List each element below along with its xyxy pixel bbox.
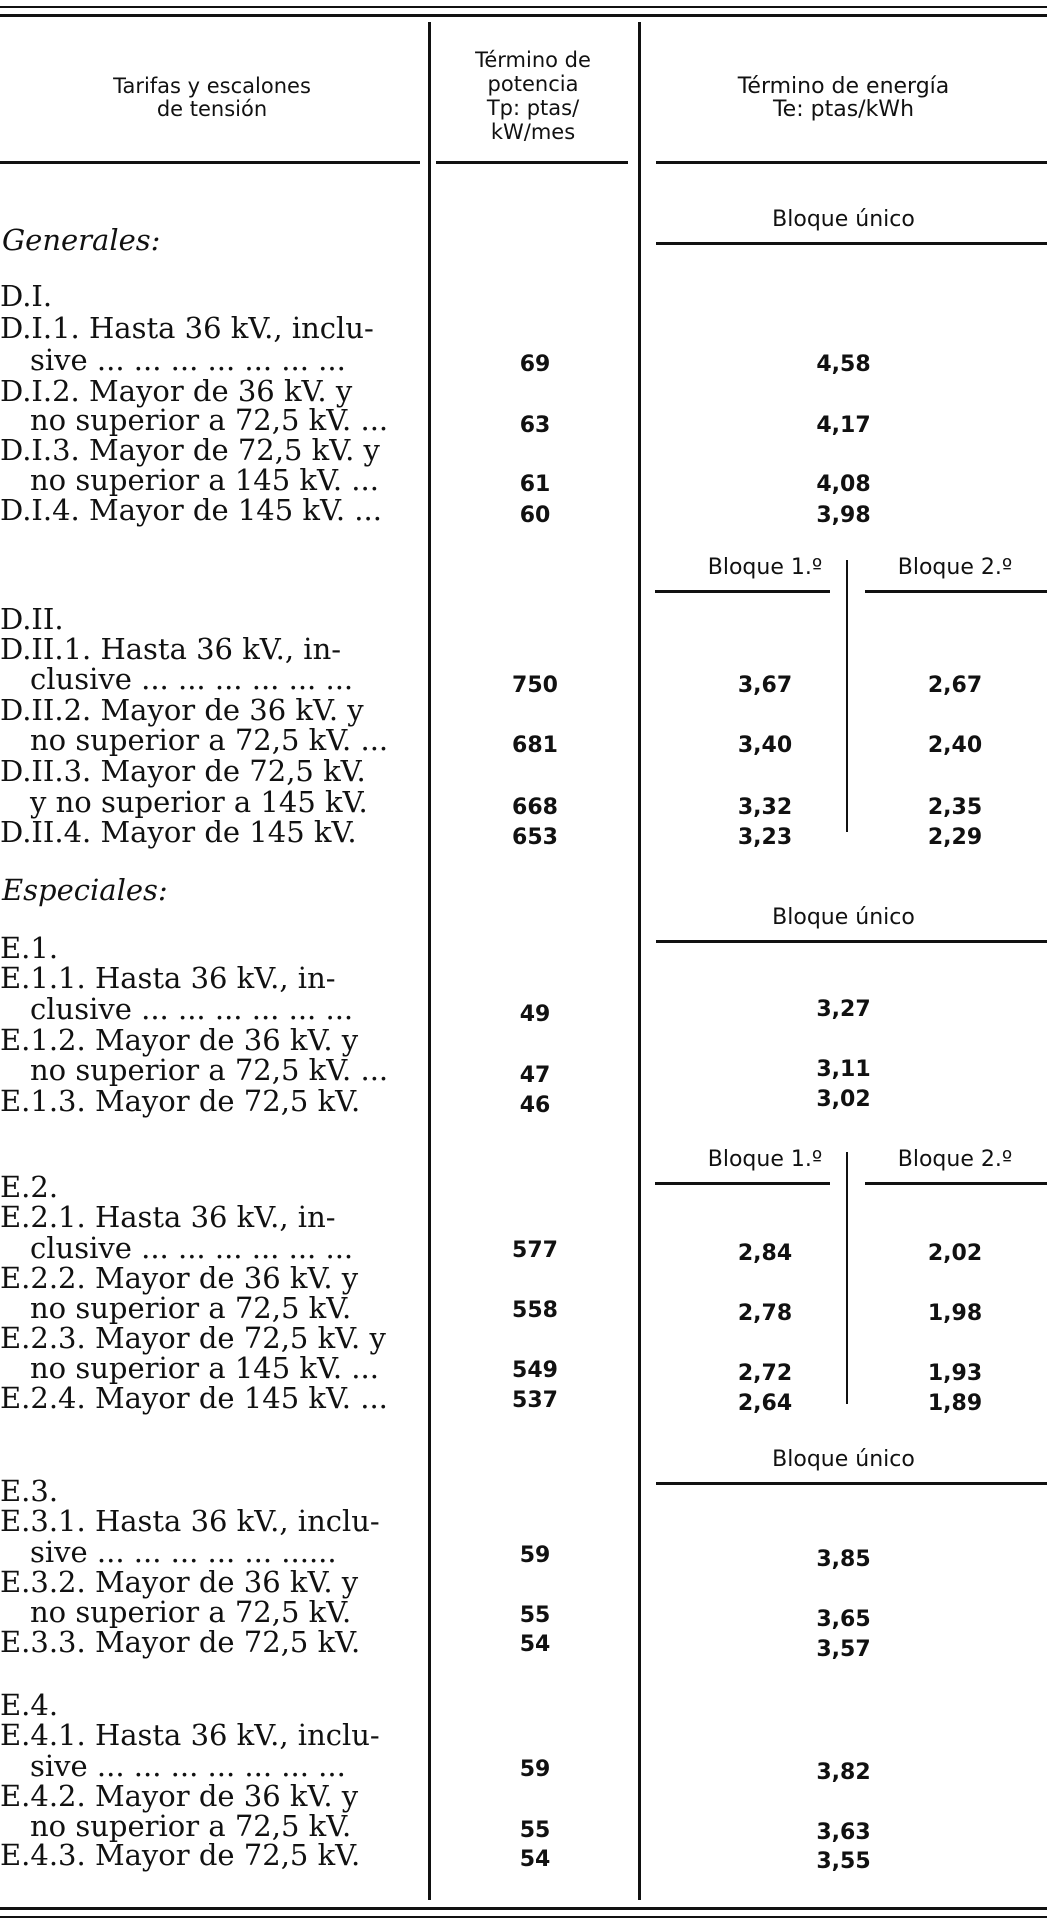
column-divider-1	[428, 22, 431, 1900]
tp-value: 46	[519, 1093, 551, 1118]
te-block1-value: 2,72	[737, 1361, 793, 1386]
row-label: no superior a 72,5 kV.	[30, 1595, 352, 1629]
row-label: E.1.2. Mayor de 36 kV. y	[0, 1023, 359, 1057]
te-value: 3,85	[816, 1547, 871, 1572]
row-label: E.2.1. Hasta 36 kV., in-	[0, 1200, 336, 1234]
row-label: sive ... ... ... ... ... ... ...	[30, 343, 346, 377]
te-block2-value: 2,02	[927, 1241, 983, 1266]
section-especiales: Especiales:	[2, 873, 168, 907]
block-unico-label: Bloque único	[772, 905, 915, 930]
row-label: E.4.	[0, 1688, 59, 1722]
block-2-rule	[865, 590, 1047, 593]
block-1-label: Bloque 1.º	[707, 1147, 823, 1172]
row-label: no superior a 72,5 kV.	[30, 1809, 352, 1843]
tp-value: 668	[512, 795, 558, 820]
te-value: 3,82	[816, 1760, 871, 1785]
top-rule-1	[0, 6, 1047, 8]
row-label: D.II.2. Mayor de 36 kV. y	[0, 693, 364, 727]
row-label: E.2.	[0, 1170, 59, 1204]
row-label: E.4.1. Hasta 36 kV., inclu-	[0, 1718, 380, 1752]
te-block1-value: 3,32	[737, 795, 793, 820]
row-label: D.I.1. Hasta 36 kV., inclu-	[0, 311, 374, 345]
row-label: y no superior a 145 kV.	[30, 785, 368, 819]
row-label: D.II.	[0, 602, 64, 636]
row-label: E.1.	[0, 931, 59, 965]
te-value: 3,11	[816, 1057, 871, 1082]
tp-value: 49	[519, 1002, 551, 1027]
tp-value: 59	[519, 1543, 551, 1568]
row-label: E.2.4. Mayor de 145 kV. ...	[0, 1381, 388, 1415]
row-label: D.I.	[0, 279, 53, 313]
row-label: D.II.1. Hasta 36 kV., in-	[0, 632, 342, 666]
row-label: E.3.	[0, 1474, 59, 1508]
tp-value: 59	[519, 1757, 551, 1782]
row-label: E.1.1. Hasta 36 kV., in-	[0, 961, 336, 995]
tp-value: 55	[519, 1603, 551, 1628]
row-label: sive ... ... ... ... ... ......	[30, 1535, 337, 1569]
header-termino-potencia: Término de potencia Tp: ptas/ kW/mes	[475, 48, 591, 144]
row-label: E.1.3. Mayor de 72,5 kV.	[0, 1084, 361, 1118]
row-label: no superior a 72,5 kV.	[30, 1291, 352, 1325]
te-block2-value: 1,93	[927, 1361, 983, 1386]
row-label: E.4.2. Mayor de 36 kV. y	[0, 1779, 359, 1813]
te-block1-value: 3,40	[737, 733, 793, 758]
block-1-label: Bloque 1.º	[707, 555, 823, 580]
te-block2-value: 1,98	[927, 1301, 983, 1326]
section-generales: Generales:	[2, 223, 161, 257]
te-block2-value: 1,89	[927, 1391, 983, 1416]
te-block2-value: 2,40	[927, 733, 983, 758]
row-label: E.3.2. Mayor de 36 kV. y	[0, 1565, 359, 1599]
tp-value: 577	[512, 1238, 558, 1263]
row-label: sive ... ... ... ... ... ... ...	[30, 1749, 346, 1783]
row-label: D.II.3. Mayor de 72,5 kV.	[0, 754, 366, 788]
te-value: 3,55	[816, 1849, 871, 1874]
block-unico-rule	[656, 940, 1047, 943]
te-value: 4,08	[816, 472, 871, 497]
tp-value: 61	[519, 472, 551, 497]
block-1-rule	[655, 590, 830, 593]
tp-value: 54	[519, 1632, 551, 1657]
row-label: E.4.3. Mayor de 72,5 kV.	[0, 1838, 361, 1872]
te-value: 4,58	[816, 352, 871, 377]
row-label: no superior a 145 kV. ...	[30, 1351, 379, 1385]
row-label: no superior a 145 kV. ...	[30, 463, 379, 497]
te-block2-value: 2,35	[927, 795, 983, 820]
bottom-rule-1	[0, 1907, 1047, 1910]
te-value: 4,17	[816, 413, 871, 438]
bottom-rule-2	[0, 1916, 1047, 1918]
te-value: 3,57	[816, 1637, 871, 1662]
row-label: D.I.2. Mayor de 36 kV. y	[0, 374, 353, 408]
tp-value: 537	[512, 1388, 558, 1413]
tp-value: 558	[512, 1298, 558, 1323]
te-block2-value: 2,29	[927, 825, 983, 850]
row-label: E.2.3. Mayor de 72,5 kV. y	[0, 1321, 386, 1355]
tp-value: 750	[512, 673, 558, 698]
header-rule-left	[0, 161, 420, 164]
tp-value: 54	[519, 1847, 551, 1872]
row-label: clusive ... ... ... ... ... ...	[30, 662, 354, 696]
tp-value: 55	[519, 1818, 551, 1843]
row-label: no superior a 72,5 kV. ...	[30, 1053, 389, 1087]
row-label: clusive ... ... ... ... ... ...	[30, 992, 354, 1026]
te-block1-value: 2,78	[737, 1301, 793, 1326]
row-label: D.I.4. Mayor de 145 kV. ...	[0, 493, 382, 527]
te-block1-value: 2,64	[737, 1391, 793, 1416]
block-2-label: Bloque 2.º	[897, 555, 1013, 580]
te-value: 3,02	[816, 1087, 871, 1112]
block-1-rule	[655, 1182, 830, 1185]
header-rule-mid	[436, 161, 628, 164]
block-unico-label: Bloque único	[772, 1447, 915, 1472]
te-value: 3,27	[816, 997, 871, 1022]
block-unico-rule	[656, 1482, 1047, 1485]
header-tarifas: Tarifas y escalones de tensión	[113, 74, 311, 121]
te-value: 3,65	[816, 1607, 871, 1632]
tp-value: 60	[519, 503, 551, 528]
te-block1-value: 2,84	[737, 1241, 793, 1266]
row-label: clusive ... ... ... ... ... ...	[30, 1231, 354, 1265]
tp-value: 47	[519, 1063, 551, 1088]
tp-value: 69	[519, 352, 551, 377]
tp-value: 681	[512, 733, 558, 758]
tp-value: 63	[519, 413, 551, 438]
row-label: no superior a 72,5 kV. ...	[30, 723, 389, 757]
block-unico-label: Bloque único	[772, 207, 915, 232]
te-block1-value: 3,67	[737, 673, 793, 698]
row-label: E.3.3. Mayor de 72,5 kV.	[0, 1625, 361, 1659]
block-unico-rule	[656, 242, 1047, 245]
row-label: E.3.1. Hasta 36 kV., inclu-	[0, 1504, 380, 1538]
tp-value: 653	[512, 825, 558, 850]
te-block2-value: 2,67	[927, 673, 983, 698]
header-rule-right	[656, 161, 1047, 164]
block-2-rule	[865, 1182, 1047, 1185]
header-termino-energia: Término de energía Te: ptas/kWh	[737, 74, 950, 122]
te-value: 3,98	[816, 503, 871, 528]
tp-value: 549	[512, 1358, 558, 1383]
row-label: D.II.4. Mayor de 145 kV.	[0, 815, 357, 849]
block-2-label: Bloque 2.º	[897, 1147, 1013, 1172]
te-value: 3,63	[816, 1820, 871, 1845]
te-block1-value: 3,23	[737, 825, 793, 850]
row-label: no superior a 72,5 kV. ...	[30, 403, 389, 437]
row-label: E.2.2. Mayor de 36 kV. y	[0, 1261, 359, 1295]
top-rule-2	[0, 14, 1047, 17]
row-label: D.I.3. Mayor de 72,5 kV. y	[0, 433, 380, 467]
